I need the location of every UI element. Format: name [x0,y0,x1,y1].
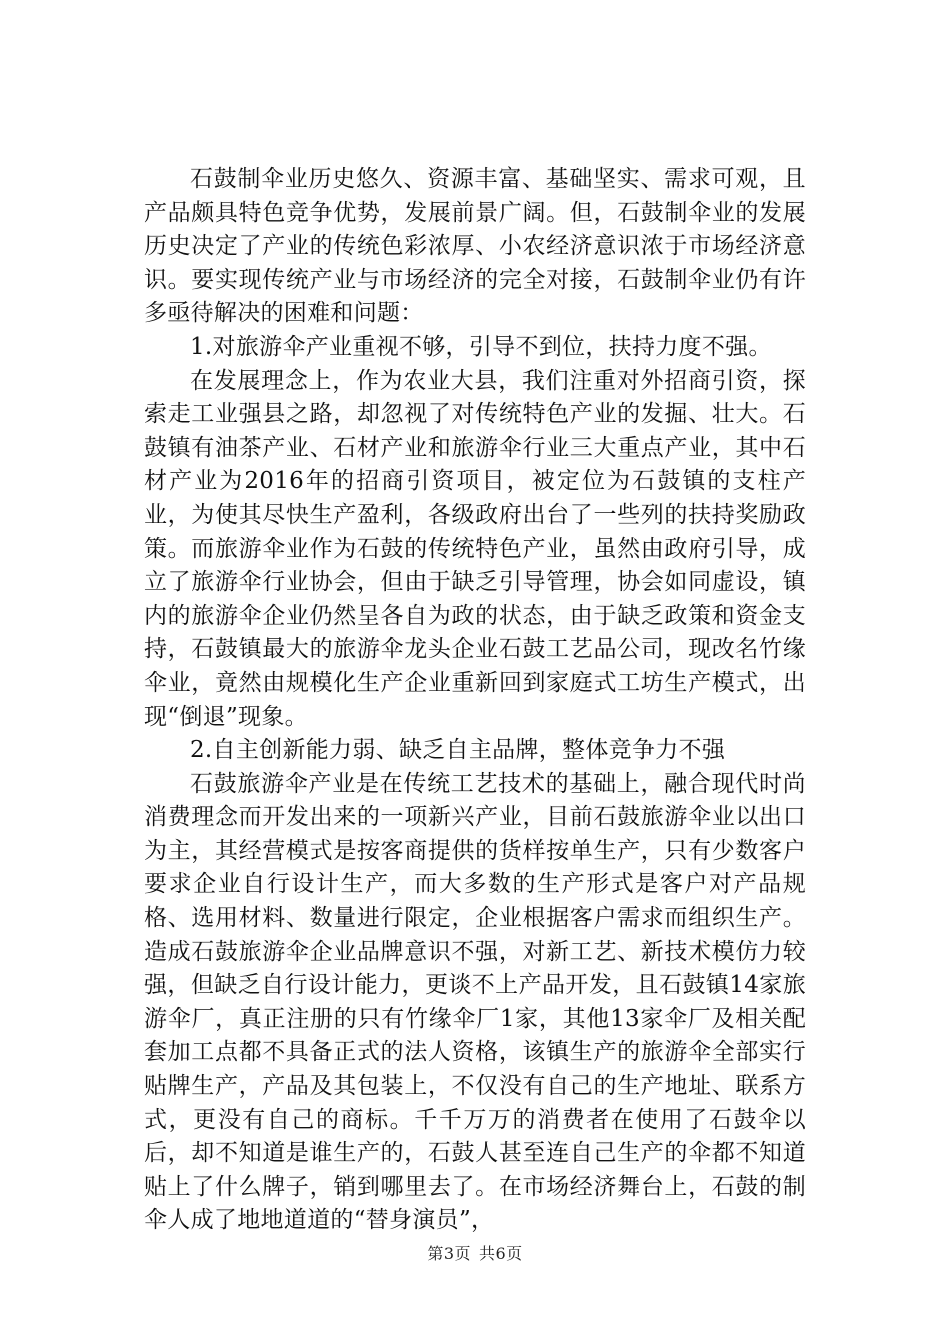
paragraph-intro: 石鼓制伞业历史悠久、资源丰富、基础坚实、需求可观，且产品颇具特色竞争优势，发展前景广阔。但，石鼓制伞业的发展历史决定了产业的传统色彩浓厚、小农经济意识浓于市场经济意识。要实现传统产业与市场经济的完全对接，石鼓制伞业仍有许多亟待解决的困难和问题： [144,166,806,327]
page-total: 共6页 [479,1244,523,1263]
document-body [144,163,806,1238]
paragraph-section-1: 在发展理念上，作为农业大县，我们注重对外招商引资，探索走工业强县之路，却忽视了对传统特色产业的发掘、壮大。石鼓镇有油茶产业、石材产业和旅游伞行业三大重点产业，其中石材产业为2016年的招商引资项目，被定位为石鼓镇的支柱产业，为使其尽快生产盈利，各级政府出台了一些列的扶持奖励政策。而旅游伞业作为石鼓的传统特色产业，虽然由政府引导，成立了旅游伞行业协会，但由于缺乏引导管理，协会如同虚设，镇内的旅游伞企业仍然呈各自为政的状态，由于缺乏政策和资金支持，石鼓镇最大的旅游伞龙头企业石鼓工艺品公司，现改名竹缘伞业，竟然由规模化生产企业重新回到家庭式工坊生产模式，出现“倒退”现象。 [144,367,806,730]
page-number: 第3页 [427,1244,471,1263]
section-heading-2: 2.自主创新能力弱、缺乏自主品牌，整体竞争力不强 [190,737,726,764]
paragraph-section-2: 石鼓旅游伞产业是在传统工艺技术的基础上，融合现代时尚消费理念而开发出来的一项新兴产业，目前石鼓旅游伞业以出口为主，其经营模式是按客商提供的货样按单生产，只有少数客户要求企业自行设计生产，而大多数的生产形式是客户对产品规格、选用材料、数量进行限定，企业根据客户需求而组织生产。造成石鼓旅游伞企业品牌意识不强，对新工艺、新技术模仿力较强，但缺乏自行设计能力，更谈不上产品开发，且石鼓镇14家旅游伞厂，真正注册的只有竹缘伞厂1家，其他13家伞厂及相关配套加工点都不具备正式的法人资格，该镇生产的旅游伞全部实行贴牌生产，产品及其包装上，不仅没有自己的生产地址、联系方式，更没有自己的商标。千千万万的消费者在使用了石鼓伞以后，却不知道是谁生产的，石鼓人甚至连自己生产的伞都不知道贴上了什么牌子，销到哪里去了。在市场经济舞台上，石鼓的制伞人成了地地道道的“替身演员”， [144,770,806,1234]
page-footer [0,1241,950,1264]
section-heading-1: 1.对旅游伞产业重视不够，引导不到位，扶持力度不强。 [190,333,772,360]
